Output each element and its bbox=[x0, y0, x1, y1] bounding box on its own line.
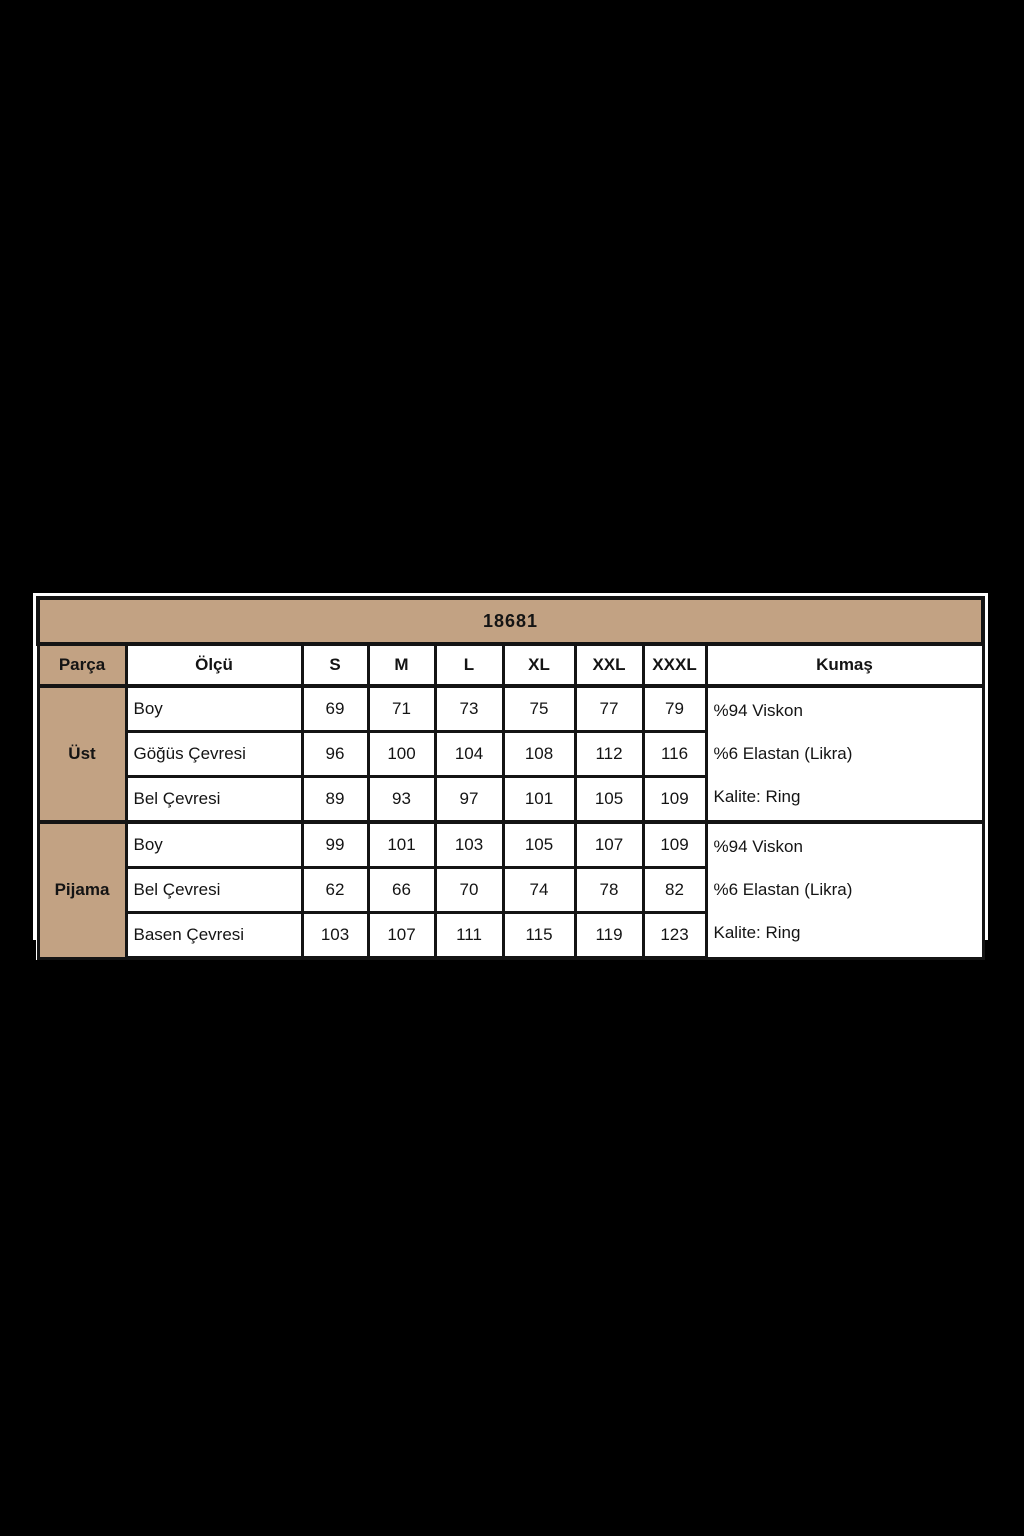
size-value: 103 bbox=[435, 822, 503, 868]
col-header-m: M bbox=[368, 644, 435, 686]
measure-label: Bel Çevresi bbox=[126, 868, 302, 913]
fabric-info-ust bbox=[706, 686, 983, 822]
size-value: 109 bbox=[643, 822, 706, 868]
size-value: 116 bbox=[643, 732, 706, 777]
size-value: 62 bbox=[302, 868, 368, 913]
size-value: 70 bbox=[435, 868, 503, 913]
size-value: 71 bbox=[368, 686, 435, 732]
measure-label: Boy bbox=[126, 822, 302, 868]
col-header-parca: Parça bbox=[38, 644, 126, 686]
size-value: 105 bbox=[503, 822, 575, 868]
measure-label: Boy bbox=[126, 686, 302, 732]
fabric-line: %94 Viskon bbox=[713, 701, 803, 720]
size-value: 108 bbox=[503, 732, 575, 777]
size-value: 75 bbox=[503, 686, 575, 732]
fabric-line: %6 Elastan (Likra) bbox=[713, 880, 853, 900]
fabric-info-pijama bbox=[706, 822, 983, 958]
size-value: 77 bbox=[575, 686, 643, 732]
size-value: 105 bbox=[575, 777, 643, 823]
size-value: 103 bbox=[302, 913, 368, 959]
col-header-xxxl: XXXL bbox=[643, 644, 706, 686]
size-chart-table bbox=[36, 596, 985, 960]
size-value: 119 bbox=[575, 913, 643, 959]
size-value: 69 bbox=[302, 686, 368, 732]
table-row bbox=[38, 686, 983, 732]
col-header-l: L bbox=[435, 644, 503, 686]
size-value: 66 bbox=[368, 868, 435, 913]
size-value: 123 bbox=[643, 913, 706, 959]
table-title-row bbox=[38, 598, 983, 644]
size-value: 74 bbox=[503, 868, 575, 913]
col-header-xxl: XXL bbox=[575, 644, 643, 686]
size-value: 73 bbox=[435, 686, 503, 732]
size-value: 93 bbox=[368, 777, 435, 823]
col-header-xl: XL bbox=[503, 644, 575, 686]
group-label-ust: Üst bbox=[38, 686, 126, 822]
size-value: 100 bbox=[368, 732, 435, 777]
size-value: 109 bbox=[643, 777, 706, 823]
table-row bbox=[38, 822, 983, 868]
size-value: 78 bbox=[575, 868, 643, 913]
col-header-olcu: Ölçü bbox=[126, 644, 302, 686]
fabric-line: %6 Elastan (Likra) bbox=[713, 744, 853, 763]
size-value: 107 bbox=[368, 913, 435, 959]
fabric-line: Kalite: Ring bbox=[713, 923, 801, 943]
size-value: 101 bbox=[503, 777, 575, 823]
size-value: 101 bbox=[368, 822, 435, 868]
size-value: 115 bbox=[503, 913, 575, 959]
col-header-kumas: Kumaş bbox=[706, 644, 983, 686]
size-value: 99 bbox=[302, 822, 368, 868]
size-value: 82 bbox=[643, 868, 706, 913]
size-value: 107 bbox=[575, 822, 643, 868]
size-value: 97 bbox=[435, 777, 503, 823]
size-chart-container bbox=[33, 593, 988, 944]
fabric-line: %94 Viskon bbox=[713, 837, 803, 857]
col-header-s: S bbox=[302, 644, 368, 686]
measure-label: Basen Çevresi bbox=[126, 913, 302, 959]
size-value: 104 bbox=[435, 732, 503, 777]
fabric-line: Kalite: Ring bbox=[713, 787, 801, 806]
size-value: 111 bbox=[435, 913, 503, 959]
measure-label: Bel Çevresi bbox=[126, 777, 302, 823]
size-value: 79 bbox=[643, 686, 706, 732]
table-header-row bbox=[38, 644, 983, 686]
measure-label: Göğüs Çevresi bbox=[126, 732, 302, 777]
size-value: 96 bbox=[302, 732, 368, 777]
size-value: 89 bbox=[302, 777, 368, 823]
product-code: 18681 bbox=[38, 598, 983, 644]
group-label-pijama: Pijama bbox=[38, 822, 126, 958]
size-value: 112 bbox=[575, 732, 643, 777]
